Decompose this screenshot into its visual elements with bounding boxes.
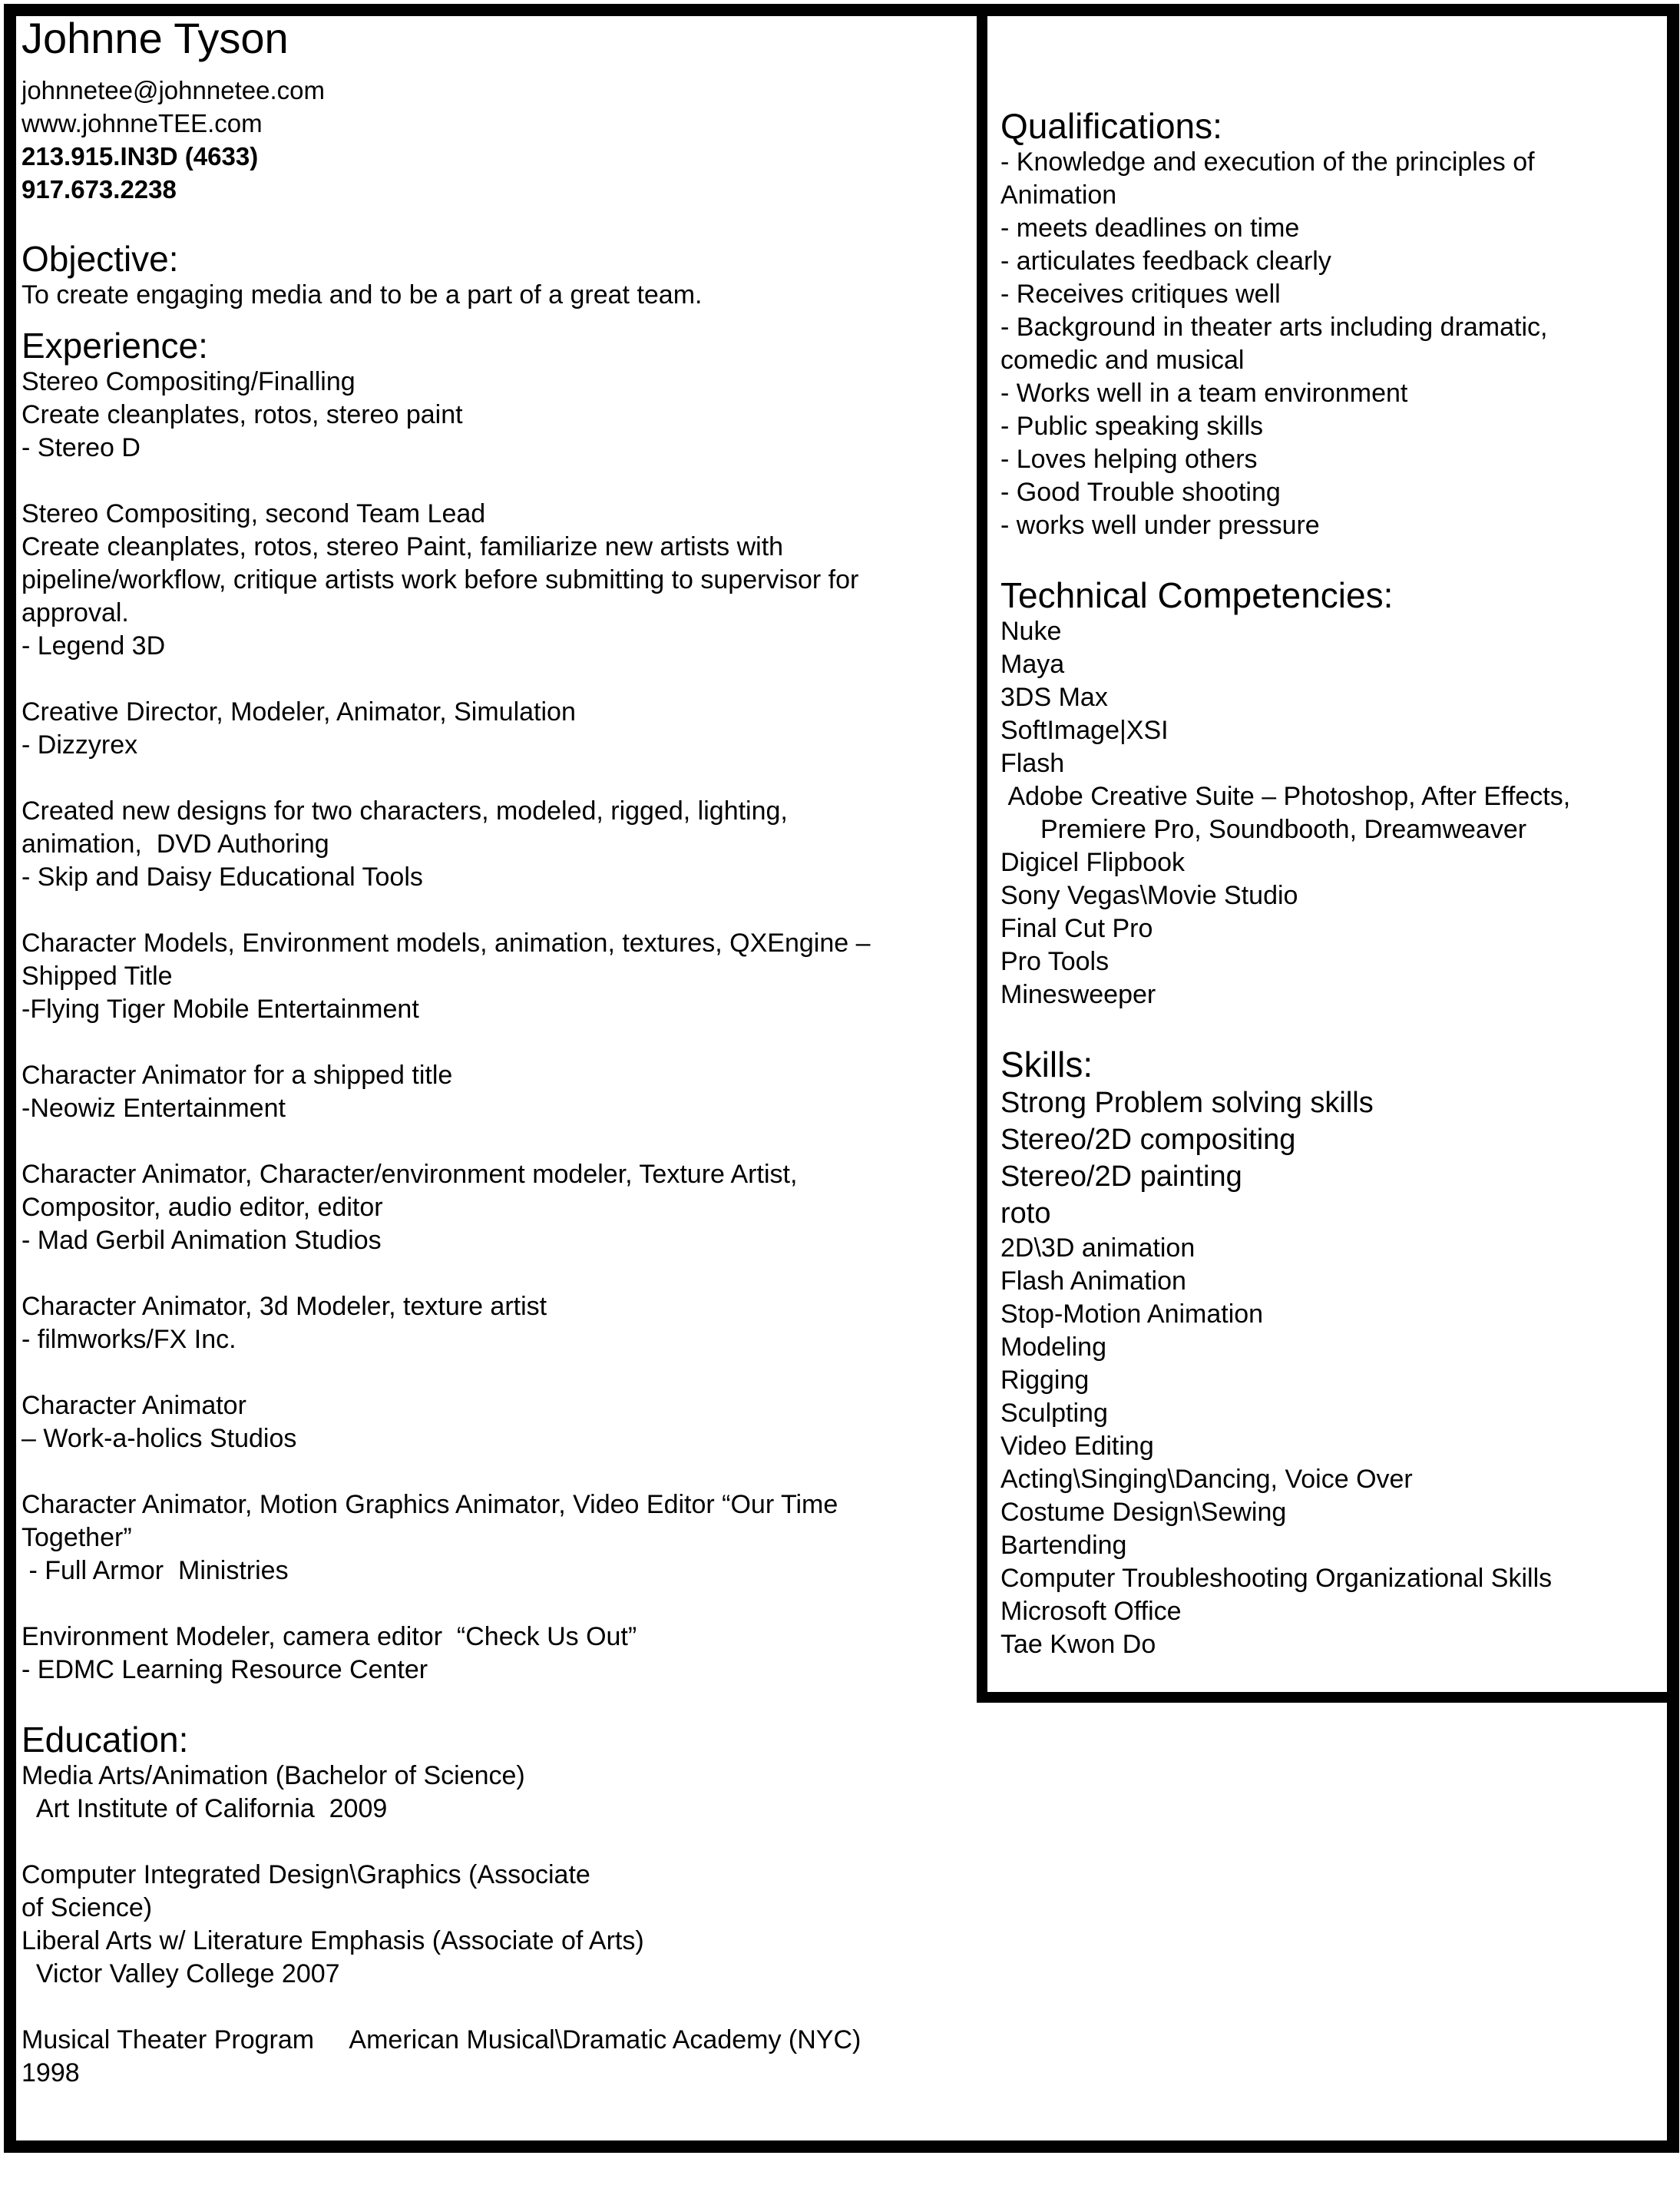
experience-entry [21, 366, 974, 465]
experience-entry [21, 927, 974, 1026]
spacer [21, 1026, 974, 1059]
qualification-item: - Background in theater arts including dramatic, [1000, 313, 1548, 342]
qualification-item: - articulates feedback clearly [1000, 247, 1331, 276]
technical-item: SoftImage|XSI [1000, 716, 1169, 745]
skill-item: Microsoft Office [1000, 1597, 1182, 1626]
technical-item: Flash [1000, 749, 1065, 778]
email: johnnetee@johnnetee.com [21, 76, 325, 104]
skills-primary-list [1000, 1084, 1668, 1232]
spacer [21, 762, 974, 795]
candidate-name: Johnne Tyson [21, 14, 289, 62]
spacer [21, 1991, 974, 2024]
objective-heading: Objective: [21, 239, 179, 279]
objective-text: To create engaging media and to be a part of a great team. [21, 280, 703, 310]
technical-item: Digicel Flipbook [1000, 848, 1185, 877]
experience-line: - Legend 3D [21, 631, 166, 661]
skill-item: Bartending [1000, 1531, 1127, 1560]
skill-item: Stop-Motion Animation [1000, 1299, 1264, 1329]
technical-heading: Technical Competencies: [1000, 575, 1394, 615]
experience-line: - filmworks/FX Inc. [21, 1325, 236, 1354]
spacer [21, 1687, 974, 1720]
experience-line: -Flying Tiger Mobile Entertainment [21, 995, 419, 1024]
spacer [21, 1125, 974, 1158]
experience-entry [21, 1389, 974, 1455]
spacer [21, 1826, 974, 1859]
qualification-item: - Knowledge and execution of the principles of [1000, 147, 1535, 177]
spacer [21, 1588, 974, 1621]
education-line: Musical Theater Program American Musical\Dramatic Academy (NYC) [21, 2025, 861, 2054]
experience-line: pipeline/workflow, critique artists work before submitting to supervisor for [21, 565, 859, 594]
experience-line: Environment Modeler, camera editor “Check Us Out” [21, 1622, 637, 1651]
education-list [21, 1760, 974, 2090]
qualification-item: - Public speaking skills [1000, 412, 1264, 441]
education-line: Liberal Arts w/ Literature Emphasis (Associate of Arts) [21, 1926, 644, 1955]
experience-line: - EDMC Learning Resource Center [21, 1655, 428, 1684]
education-line: Victor Valley College 2007 [21, 1959, 340, 1988]
technical-item: Final Cut Pro [1000, 914, 1153, 943]
experience-line: -Neowiz Entertainment [21, 1094, 286, 1123]
experience-line: Create cleanplates, rotos, stereo paint [21, 400, 463, 429]
qualification-item: comedic and musical [1000, 346, 1245, 375]
experience-line: Stereo Compositing/Finalling [21, 367, 356, 396]
experience-line: - Mad Gerbil Animation Studios [21, 1226, 382, 1255]
education-entry [21, 1760, 974, 1826]
technical-item: Nuke [1000, 617, 1062, 646]
qualification-item: Animation [1000, 180, 1117, 210]
experience-entry [21, 1621, 974, 1687]
education-line: Media Arts/Animation (Bachelor of Science) [21, 1761, 525, 1790]
education-line: Art Institute of California 2009 [21, 1794, 388, 1823]
experience-line: animation, DVD Authoring [21, 829, 329, 859]
spacer [21, 206, 974, 239]
phone-primary: 213.915.IN3D (4633) [21, 142, 259, 171]
phone-secondary: 917.673.2238 [21, 175, 177, 204]
spacer [21, 312, 974, 326]
experience-line: – Work-a-holics Studios [21, 1424, 297, 1453]
main-column [21, 14, 974, 2090]
skill-item: Tae Kwon Do [1000, 1630, 1156, 1659]
qualifications-list [1000, 146, 1668, 542]
skill-item: Acting\Singing\Dancing, Voice Over [1000, 1465, 1413, 1494]
technical-item: 3DS Max [1000, 683, 1108, 712]
spacer [21, 1356, 974, 1389]
skill-item: Sculpting [1000, 1399, 1108, 1428]
skills-list [1000, 1232, 1668, 1661]
skills-heading: Skills: [1000, 1045, 1093, 1084]
skill-item-primary: roto [1000, 1197, 1051, 1230]
experience-entry [21, 795, 974, 894]
skill-item-primary: Stereo/2D painting [1000, 1160, 1242, 1193]
qualification-item: - works well under pressure [1000, 511, 1320, 540]
experience-line: - Full Armor Ministries [21, 1556, 289, 1585]
technical-item: Premiere Pro, Soundbooth, Dreamweaver [1040, 815, 1527, 844]
skill-item-primary: Strong Problem solving skills [1000, 1087, 1374, 1119]
spacer [21, 1257, 974, 1290]
skill-item: 2D\3D animation [1000, 1233, 1196, 1263]
experience-line: Character Animator, Character/environment modeler, Texture Artist, [21, 1160, 798, 1189]
qualification-item: - Good Trouble shooting [1000, 478, 1281, 507]
spacer [1000, 1011, 1668, 1045]
qualification-item: - meets deadlines on time [1000, 214, 1300, 243]
education-entry [21, 2024, 974, 2090]
experience-line: Character Animator for a shipped title [21, 1061, 453, 1090]
experience-line: - Dizzyrex [21, 730, 138, 760]
spacer [1000, 542, 1668, 575]
experience-line: Character Models, Environment models, animation, textures, QXEngine – [21, 929, 871, 958]
skill-item: Modeling [1000, 1333, 1106, 1362]
spacer [21, 1455, 974, 1488]
skill-item: Flash Animation [1000, 1266, 1186, 1296]
experience-line: Shipped Title [21, 962, 173, 991]
experience-entry [21, 1488, 974, 1588]
experience-heading: Experience: [21, 326, 208, 366]
spacer [21, 663, 974, 696]
experience-list [21, 366, 974, 1720]
skill-item: Video Editing [1000, 1432, 1154, 1461]
experience-line: Together” [21, 1523, 132, 1552]
experience-line: Compositor, audio editor, editor [21, 1193, 383, 1222]
qualifications-heading: Qualifications: [1000, 106, 1222, 146]
technical-item: Adobe Creative Suite – Photoshop, After Effects, [1000, 782, 1571, 811]
education-line: 1998 [21, 2058, 80, 2087]
education-heading: Education: [21, 1720, 189, 1760]
experience-line: Create cleanplates, rotos, stereo Paint, familiarize new artists with [21, 532, 784, 561]
skill-item: Costume Design\Sewing [1000, 1498, 1287, 1527]
qualification-item: - Works well in a team environment [1000, 379, 1408, 408]
spacer [21, 465, 974, 498]
skill-item: Computer Troubleshooting Organizational Skills [1000, 1564, 1553, 1593]
experience-line: Creative Director, Modeler, Animator, Simulation [21, 697, 576, 727]
experience-line: - Skip and Daisy Educational Tools [21, 862, 423, 892]
experience-entry [21, 1290, 974, 1356]
technical-item: Sony Vegas\Movie Studio [1000, 881, 1298, 910]
experience-entry [21, 1158, 974, 1257]
education-line: Computer Integrated Design\Graphics (Associate [21, 1860, 590, 1889]
technical-item: Minesweeper [1000, 980, 1156, 1009]
experience-entry [21, 696, 974, 762]
experience-entry [21, 498, 974, 663]
experience-line: - Stereo D [21, 433, 141, 462]
experience-line: Created new designs for two characters, modeled, rigged, lighting, [21, 796, 788, 826]
experience-line: Stereo Compositing, second Team Lead [21, 499, 486, 528]
skill-item: Rigging [1000, 1366, 1090, 1395]
experience-line: Character Animator, 3d Modeler, texture artist [21, 1292, 547, 1321]
skill-item-primary: Stereo/2D compositing [1000, 1124, 1296, 1156]
education-entry [21, 1859, 974, 1991]
website: www.johnneTEE.com [21, 109, 263, 137]
qualification-item: - Receives critiques well [1000, 280, 1281, 309]
education-line: of Science) [21, 1893, 153, 1922]
experience-line: Character Animator, Motion Graphics Animator, Video Editor “Our Time [21, 1490, 838, 1519]
technical-item: Pro Tools [1000, 947, 1110, 976]
experience-line: Character Animator [21, 1391, 246, 1420]
technical-item: Maya [1000, 650, 1065, 679]
spacer [21, 894, 974, 927]
technical-list [1000, 615, 1668, 1011]
experience-entry [21, 1059, 974, 1125]
qualification-item: - Loves helping others [1000, 445, 1258, 474]
sidebar-column [1000, 106, 1668, 1661]
experience-line: approval. [21, 598, 129, 627]
